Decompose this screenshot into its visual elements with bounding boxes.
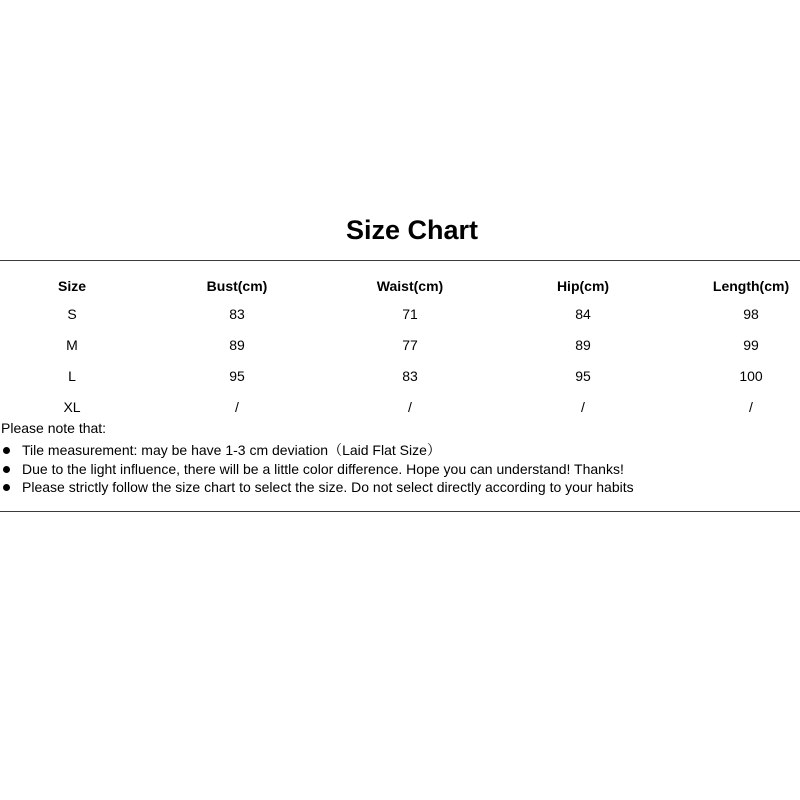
note-item: [0, 478, 800, 496]
size-chart-title: Size Chart: [345, 215, 479, 245]
note-text: Due to the light influence, there will be a little color difference. Hope you can understand! Thanks!: [22, 461, 624, 477]
note-text: Please strictly follow the size chart to select the size. Do not select directly according to your habits: [22, 479, 634, 495]
bullet-dot-icon: [3, 466, 10, 473]
header-bust: Bust(cm): [206, 278, 268, 294]
header-waist: Waist(cm): [376, 278, 444, 294]
hip-cell: 95: [575, 368, 591, 384]
bust-cell: 83: [229, 306, 245, 322]
table-row: [0, 300, 800, 331]
length-cell: /: [749, 399, 753, 415]
header-hip: Hip(cm): [556, 278, 610, 294]
bust-cell: 95: [229, 368, 245, 384]
bust-cell: /: [235, 399, 239, 415]
size-cell: XL: [63, 399, 81, 415]
size-cell: S: [67, 306, 77, 322]
waist-cell: 71: [402, 306, 418, 322]
hip-cell: 89: [575, 337, 591, 353]
header-size: Size: [57, 278, 86, 294]
table-row: [0, 362, 800, 393]
length-cell: 98: [743, 306, 759, 322]
note-text: Tile measurement: may be have 1-3 cm deviation（Laid Flat Size）: [22, 442, 441, 458]
bust-cell: 89: [229, 337, 245, 353]
size-cell: L: [68, 368, 76, 384]
top-divider: [0, 260, 800, 261]
waist-cell: 83: [402, 368, 418, 384]
length-cell: 99: [743, 337, 759, 353]
bullet-dot-icon: [3, 447, 10, 454]
length-cell: 100: [739, 368, 763, 384]
hip-cell: /: [581, 399, 585, 415]
size-table: [0, 272, 800, 424]
size-cell: M: [66, 337, 78, 353]
table-header-row: [0, 272, 800, 300]
table-row: [0, 331, 800, 362]
header-length: Length(cm): [712, 278, 790, 294]
note-item: [0, 440, 800, 460]
waist-cell: /: [408, 399, 412, 415]
notes-heading: Please note that:: [1, 420, 107, 436]
notes-section: [0, 418, 800, 496]
note-item: [0, 460, 800, 478]
bullet-dot-icon: [3, 484, 10, 491]
waist-cell: 77: [402, 337, 418, 353]
hip-cell: 84: [575, 306, 591, 322]
bottom-divider: [0, 511, 800, 512]
